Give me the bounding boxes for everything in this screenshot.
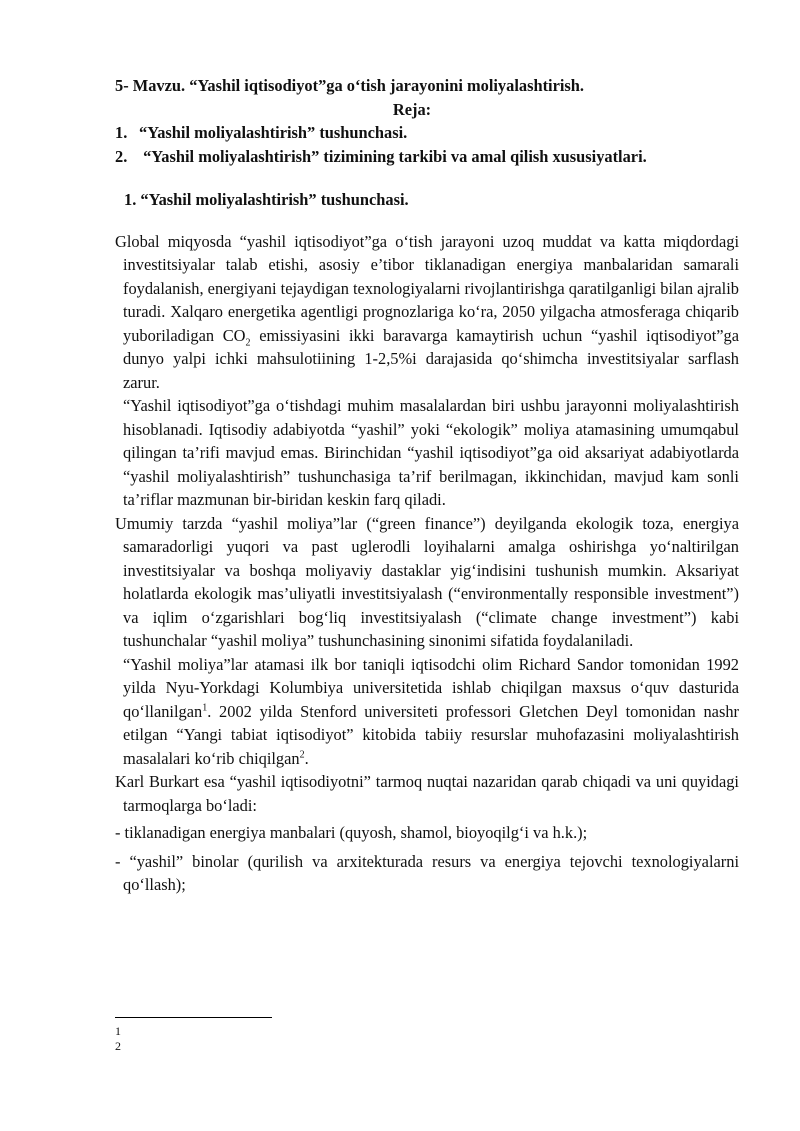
document-page — [115, 74, 739, 897]
paragraph-text: “Yashil moliya”lar atamasi ilk bor taniqli iqtisodchi olim Richard Sandor tomonidan 1992 yilda Nyu-Yorkdagi Kolumbiya universitetida ishlab chiqilgan maxsus o‘quv dasturida qo‘llanilgan — [123, 654, 739, 721]
footnote-number: 1 — [115, 1024, 121, 1038]
list-item: - tiklanadigan energiya manbalari (quyosh, shamol, bioyoqilg‘i va h.k.); — [115, 823, 588, 842]
plan-item — [115, 121, 739, 145]
paragraph-text: . 2002 yilda Stenford universiteti professori Gletchen Deyl tomonidan nashr etilgan “Yangi tabiat iqtisodiyot” kitobida tabiiy resurslar muhofazasini moliyalashtirish masalalari ko‘rib chiqilgan — [123, 701, 739, 768]
paragraph: “Yashil iqtisodiyot”ga o‘tishdagi muhim masalalardan biri ushbu jarayonni moliyalashtirish hisoblanadi. Iqtisodiy adabiyotda “yashil” yoki “ekologik” moliya atamasining umumqabul qilingan ta’rifi mavjud emas. Birinchidan “yashil iqtisodiyot”ga oid aksariyat adabiyotlarda “yashil moliyalashtirish” tushunchasiga ta’rif berilmagan, ikkinchidan, mavjud kam sonli ta’riflar mazmunan bir-biridan keskin farq qiladi. — [123, 396, 739, 509]
footnote-ref[interactable]: 1 — [202, 702, 208, 714]
footnote-ref[interactable]: 2 — [299, 749, 305, 761]
paragraph-text: Global miqyosda “yashil iqtisodiyot”ga o‘tish jarayoni uzoq muddat va katta miqdordagi investitsiyalar talab etishi, asosiy e’tibor tiklanadigan energiya manbalaridan samarali foydalanish, energiyani tejaydigan texnologiyalarni rivojlantirishga qaratilganligi bilan ajralib turadi. Xalqaro energetika agentligi prognozlariga ko‘ra, 2050 yilgacha atmosferaga chiqarib yuboriladigan CO — [115, 231, 739, 345]
plan-item — [115, 145, 739, 169]
paragraph — [115, 653, 739, 771]
paragraph: Karl Burkart esa “yashil iqtisodiyotni” tarmoq nuqtai nazaridan qarab chiqadi va uni quyidagi tarmoqlarga bo‘ladi: — [115, 772, 739, 815]
plan-item-text: “Yashil moliyalashtirish” tushunchasi. — [139, 123, 408, 142]
plan-heading: Reja: — [392, 99, 432, 119]
lecture-title: 5- Mavzu. “Yashil iqtisodiyot”ga o‘tish jarayonini moliyalashtirish. — [115, 76, 584, 95]
plan-item-number: 1. — [115, 123, 128, 142]
paragraph: Umumiy tarzda “yashil moliya”lar (“green finance”) deyilganda ekologik toza, energiya samaradorligi yuqori va past uglerodli loyihalarni amalga oshirishga yo‘naltirilgan investitsiyalar va boshqa moliyaviy dastaklar yig‘indisini tushunish mumkin. Aksariyat holatlarda ekologik mas’uliyatli investitsiyalash (“environmentally responsible investment”) va iqlim o‘zgarishlari bog‘liq investitsiyalash (“climate change investment”) kabi tushunchalar “yashil moliya” tushunchasining sinonimi sifatida foydalaniladi. — [115, 513, 739, 650]
plan-item-text: “Yashil moliyalashtirish” tizimining tarkibi va amal qilish xususiyatlari. — [139, 146, 647, 166]
footnote-divider — [115, 1017, 272, 1018]
plan-item-number: 2. — [115, 146, 128, 166]
subscript: 2 — [245, 336, 251, 348]
footnote-number: 2 — [115, 1039, 121, 1053]
paragraph — [115, 230, 739, 395]
section-heading: 1. “Yashil moliyalashtirish” tushunchasi. — [124, 190, 409, 209]
paragraph-text: . — [304, 748, 309, 768]
list-item: - “yashil” binolar (qurilish va arxitekturada resurs va energiya tejovchi texnologiyalarni qo‘llash); — [115, 851, 739, 894]
paragraph-text: emissiyasini ikki baravarga kamaytirish uchun “yashil iqtisodiyot”ga dunyo yalpi ichki mahsulotiining 1-2,5%i darajasida qo‘shimcha investitsiyalar sarflash zarur. — [123, 325, 740, 392]
